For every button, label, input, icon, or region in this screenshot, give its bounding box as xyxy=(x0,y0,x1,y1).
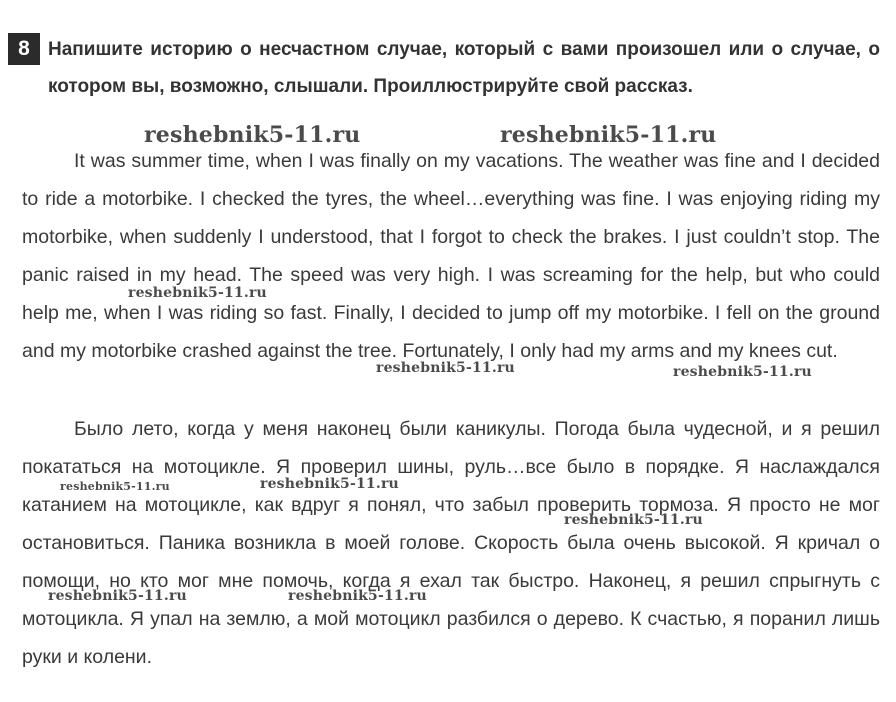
story-russian-paragraph: Было лето, когда у меня наконец были каникулы. Погода была чудесной, и я решил покататься на мотоцикле. Я проверил шины, руль…все было в порядке. Я наслаждался катанием на мотоцикле, как вдруг я понял, что забыл проверить тормоза. Я просто не мог остановиться. Паника возникла в моей голове. Скорость была очень высокой. Я кричал о помощи, но кто мог мне помочь, когда я ехал так быстро. Наконец, я решил спрыгнуть с мотоцикла. Я упал на землю, а мой мотоцикл разбился о дерево. К счастью, я поранил лишь руки и колени. xyxy=(22,418,880,668)
watermark: reshebnik5-11.ru xyxy=(128,285,267,301)
watermark: reshebnik5-11.ru xyxy=(376,360,515,376)
task-prompt: Напишите историю о несчастном случае, который с вами произошел или о случае, о котором вы, возможно, слышали. Проиллюстрируйте свой рассказ. xyxy=(48,39,880,97)
watermark: reshebnik5-11.ru xyxy=(48,588,187,604)
watermark: reshebnik5-11.ru xyxy=(564,512,703,528)
watermark: reshebnik5-11.ru xyxy=(288,588,427,604)
watermark: reshebnik5-11.ru xyxy=(673,364,812,380)
task-number-badge: 8 xyxy=(8,33,40,65)
watermark: reshebnik5-11.ru xyxy=(260,476,399,492)
watermark: reshebnik5-11.ru xyxy=(60,480,170,493)
watermark: reshebnik5-11.ru xyxy=(144,122,361,148)
watermark: reshebnik5-11.ru xyxy=(500,122,717,148)
story-english-paragraph: It was summer time, when I was finally on my vacations. The weather was fine and I decided to ride a motorbike. I checked the tyres, the wheel…everything was fine. I was enjoying riding my motorbike, when suddenly I understood, that I forgot to check the brakes. I just couldn’t stop. The panic raised in my head. The speed was very high. I was screaming for the help, but who could help me, when I was riding so fast. Finally, I decided to jump off my motorbike. I fell on the ground and my motorbike crashed against the tree. Fortunately, I only had my arms and my knees cut. xyxy=(22,150,880,362)
